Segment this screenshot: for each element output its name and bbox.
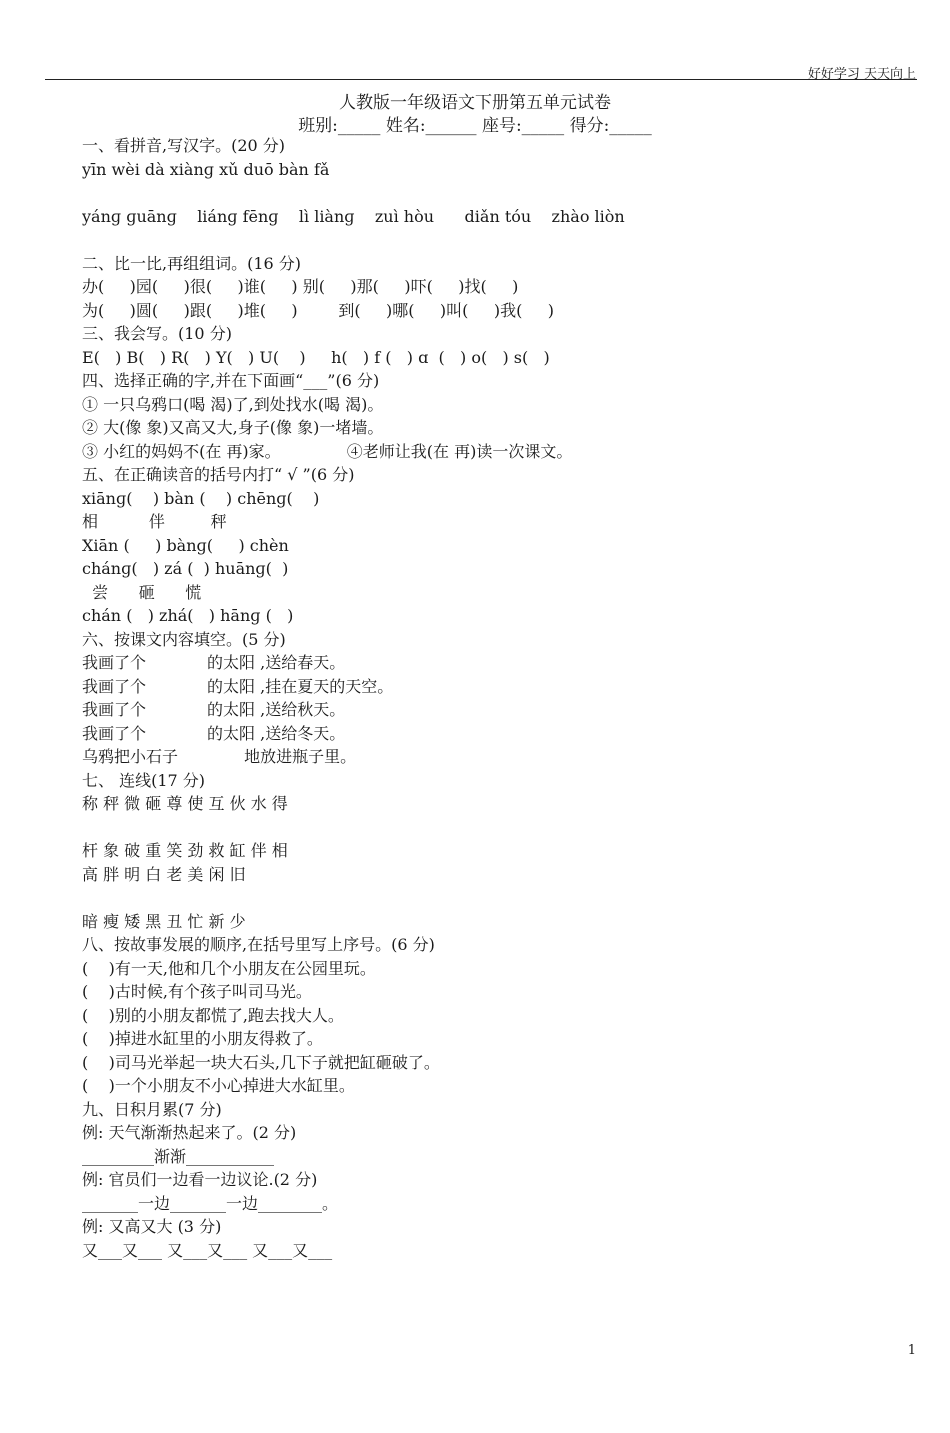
exam-content [82, 134, 922, 1262]
exam-line: 乌鸦把小石子 地放进瓶子里。 [82, 747, 357, 766]
exam-line: 暗 瘦 矮 黑 丑 忙 新 少 [82, 911, 246, 931]
exam-line: 办( )园( )很( )谁( ) 别( )那( )吓( )找( ) [82, 277, 519, 296]
exam-line: ③ 小红的妈妈不(在 再)家。 ④老师让我(在 再)读一次课文。 [82, 441, 573, 461]
page-number: 1 [907, 1343, 916, 1358]
exam-line: 七、 连线(17 分) [82, 770, 206, 790]
exam-line: 称 秤 微 砸 尊 使 互 伙 水 得 [82, 794, 288, 813]
exam-line: 二、比一比,再组组词。(16 分) [82, 253, 302, 273]
exam-line: 尝 砸 慌 [82, 582, 202, 602]
exam-line: 我画了个 的太阳 ,送给秋天。 [82, 700, 346, 719]
exam-line: 我画了个 的太阳 ,送给冬天。 [82, 723, 346, 743]
exam-line: 五、在正确读音的括号内打“ √ ”(6 分) [82, 465, 355, 484]
page-title: 人教版一年级语文下册第五单元试卷 [339, 93, 611, 113]
exam-line: 为( )圆( )跟( )堆( ) 到( )哪( )叫( )我( ) [82, 300, 555, 320]
exam-line: ( )司马光举起一块大石头,几下子就把缸砸破了。 [82, 1052, 440, 1072]
exam-line: 杆 象 破 重 笑 劲 救 缸 伴 相 [82, 841, 288, 860]
exam-line: 高 胖 明 白 老 美 闲 旧 [82, 864, 246, 884]
exam-line: 我画了个 的太阳 ,挂在夏天的天空。 [82, 676, 394, 696]
exam-line: _______一边_______一边________。 [82, 1193, 339, 1213]
exam-line: ② 大(像 象)又高又大,身子(像 象)一堵墙。 [82, 418, 384, 437]
exam-line [82, 816, 922, 840]
exam-line [82, 886, 922, 910]
exam-line: 例: 又高又大 (3 分) [82, 1217, 222, 1236]
exam-line: 六、按课文内容填空。(5 分) [82, 629, 286, 649]
exam-line: Xiān ( ) bànɡ( ) chèn [82, 535, 289, 555]
exam-line: _________渐渐___________ [82, 1146, 275, 1166]
exam-line [82, 228, 922, 252]
exam-line: ( )一个小朋友不小心掉进大水缸里。 [82, 1076, 355, 1095]
exam-line: 例: 官员们一边看一边议论.(2 分) [82, 1170, 318, 1189]
exam-line: chán ( ) zhá( ) hānɡ ( ) [82, 606, 294, 625]
exam-line: ( )古时候,有个孩子叫司马光。 [82, 982, 312, 1001]
student-info: 班别:_____ 姓名:______ 座号:_____ 得分:_____ [298, 116, 652, 136]
exam-line: 我画了个 的太阳 ,送给春天。 [82, 653, 346, 672]
exam-line: xiānɡ( ) bàn ( ) chēnɡ( ) [82, 488, 320, 508]
exam-line: ( )掉进水缸里的小朋友得救了。 [82, 1029, 323, 1048]
exam-line: E( ) B( ) R( ) Y( ) U( ) h( ) f ( ) ɑ ( ) o( ) s( ) [82, 347, 550, 367]
exam-line: yīn wèi dà xiànɡ xǔ duō bàn fǎ [82, 159, 330, 179]
exam-line: ( )别的小朋友都慌了,跑去找大人。 [82, 1005, 344, 1025]
exam-line: 又___又___ 又___又___ 又___又___ [82, 1240, 333, 1260]
exam-line: 例: 天气渐渐热起来了。(2 分) [82, 1123, 297, 1142]
exam-line: 一、看拼音,写汉字。(20 分) [82, 136, 286, 155]
header-divider [45, 79, 917, 80]
exam-line: ( )有一天,他和几个小朋友在公园里玩。 [82, 958, 376, 978]
exam-line: 八、按故事发展的顺序,在括号里写上序号。(6 分) [82, 935, 435, 954]
exam-line: 九、日积月累(7 分) [82, 1099, 222, 1119]
header-motto: 好好学习 天天向上 [807, 67, 916, 82]
exam-line: 三、我会写。(10 分) [82, 324, 232, 343]
exam-line [82, 181, 922, 205]
exam-line: yánɡ ɡuānɡ liánɡ fēnɡ lì liànɡ zuì hòu diǎn tóu zhào liòn [82, 206, 625, 226]
exam-line: ① 一只乌鸦口(喝 渴)了,到处找水(喝 渴)。 [82, 394, 384, 414]
exam-line: chánɡ( ) zá ( ) huānɡ( ) [82, 559, 289, 578]
exam-line: 四、选择正确的字,并在下面画“___”(6 分) [82, 371, 380, 390]
exam-line: 相 伴 秤 [82, 512, 227, 531]
